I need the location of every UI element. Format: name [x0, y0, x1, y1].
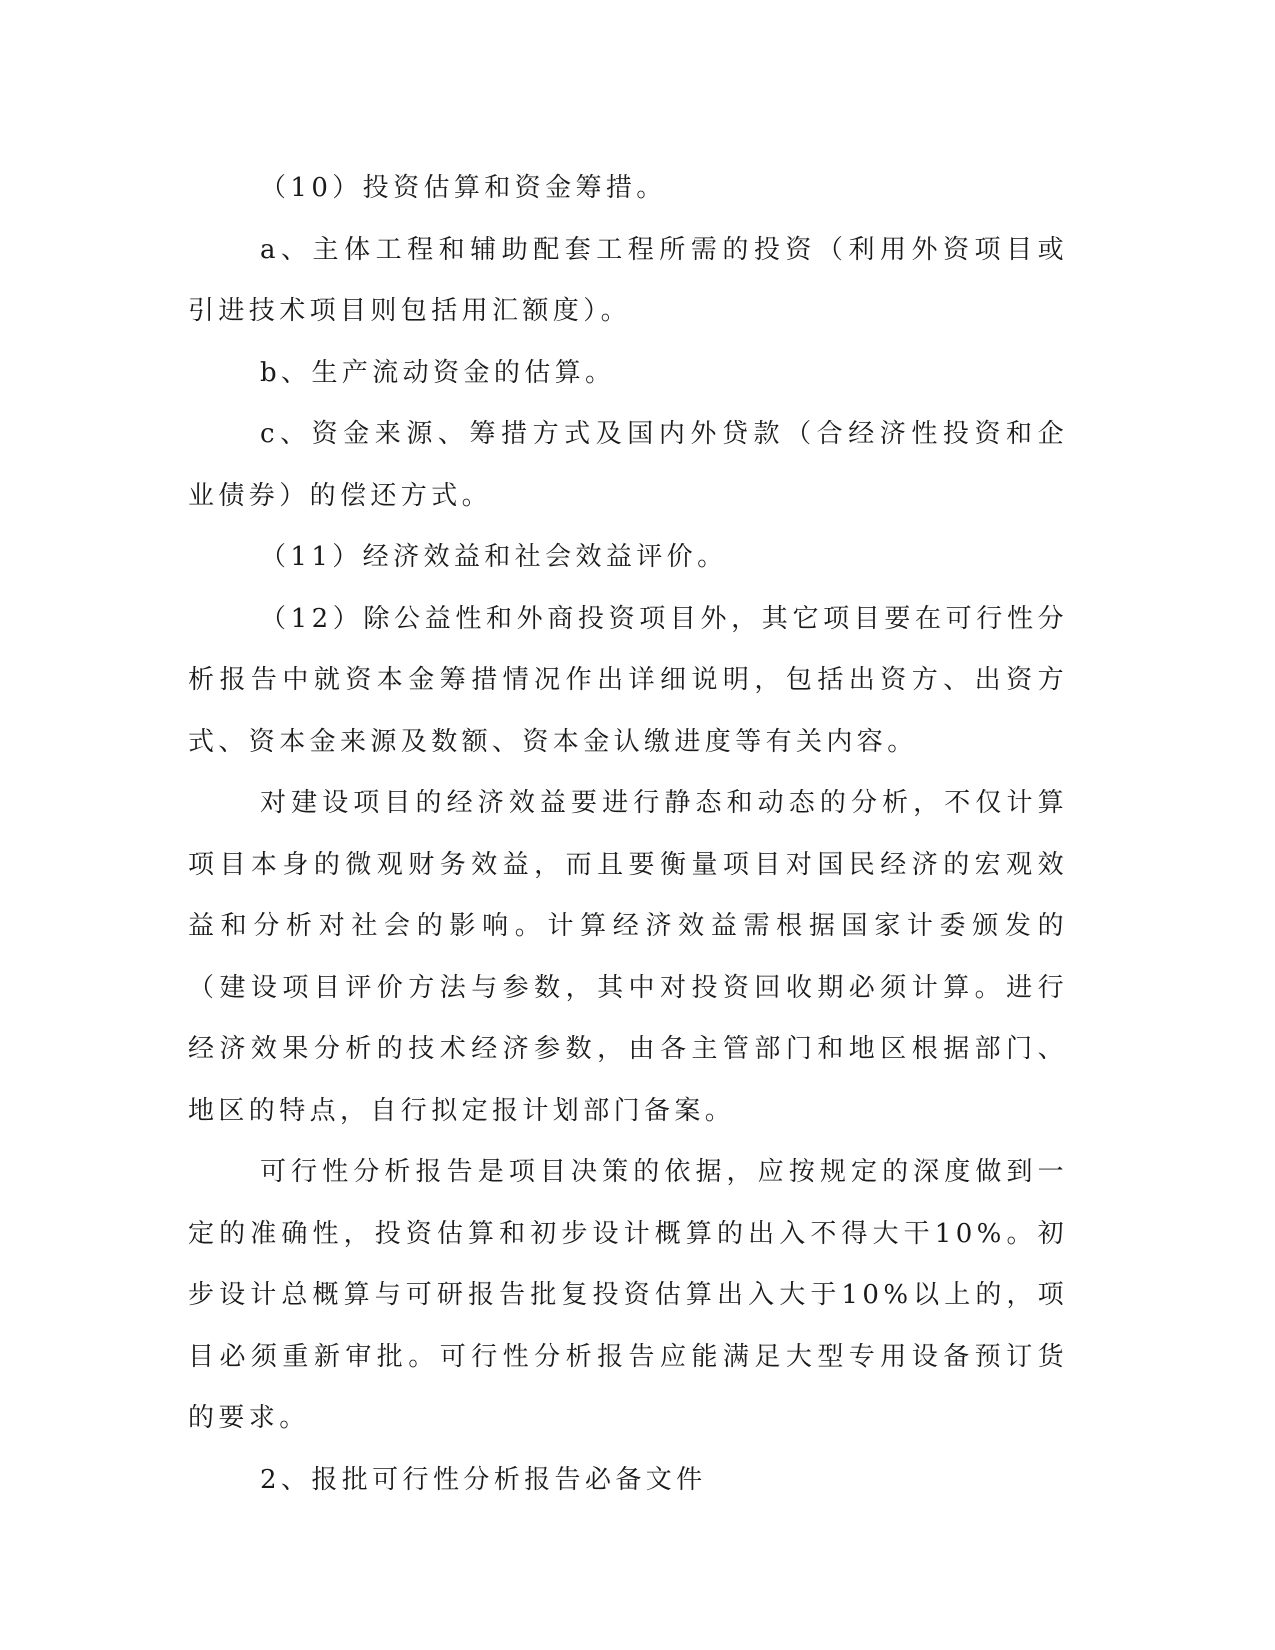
paragraph-required-documents-heading: 2、报批可行性分析报告必备文件 — [260, 1464, 707, 1495]
paragraph-economic-analysis: 对建设项目的经济效益要进行静态和动态的分析，不仅计算项目本身的微观财务效益，而且要衡量项目对国民经济的宏观效益和分析对社会的影响。计算经济效益需根据国家计委颁发的（建设项目评价方法与参数，其中对投资回收期必须计算。进行经济效果分析的技术经济参数，由各主管部门和地区根据部门、地区的特点，自行拟定报计划部门备案。 — [188, 788, 1068, 1126]
paragraph-item-a: a、主体工程和辅助配套工程所需的投资（利用外资项目或引进技术项目则包括用汇额度）。 — [188, 234, 1068, 326]
paragraph-benefit-evaluation: （11）经济效益和社会效益评价。 — [260, 542, 728, 572]
paragraph-item-b: b、生产流动资金的估算。 — [260, 357, 616, 388]
paragraph-feasibility-accuracy: 可行性分析报告是项目决策的依据，应按规定的深度做到一定的准确性，投资估算和初步设计概算的出入不得大干10%。初步设计总概算与可研报告批复投资估算出入大于10%以上的，项目必须重新审批。可行性分析报告应能满足大型专用设备预订货的要求。 — [188, 1157, 1068, 1433]
paragraph-investment-estimate-heading: （10）投资估算和资金筹措。 — [260, 173, 667, 203]
paragraph-item-c: c、资金来源、筹措方式及国内外贷款（合经济性投资和企业债券）的偿还方式。 — [188, 419, 1068, 511]
document-body — [188, 158, 1068, 1511]
paragraph-capital-funding: （12）除公益性和外商投资项目外，其它项目要在可行性分析报告中就资本金筹措情况作出详细说明，包括出资方、出资方式、资本金来源及数额、资本金认缴进度等有关内容。 — [188, 603, 1068, 757]
